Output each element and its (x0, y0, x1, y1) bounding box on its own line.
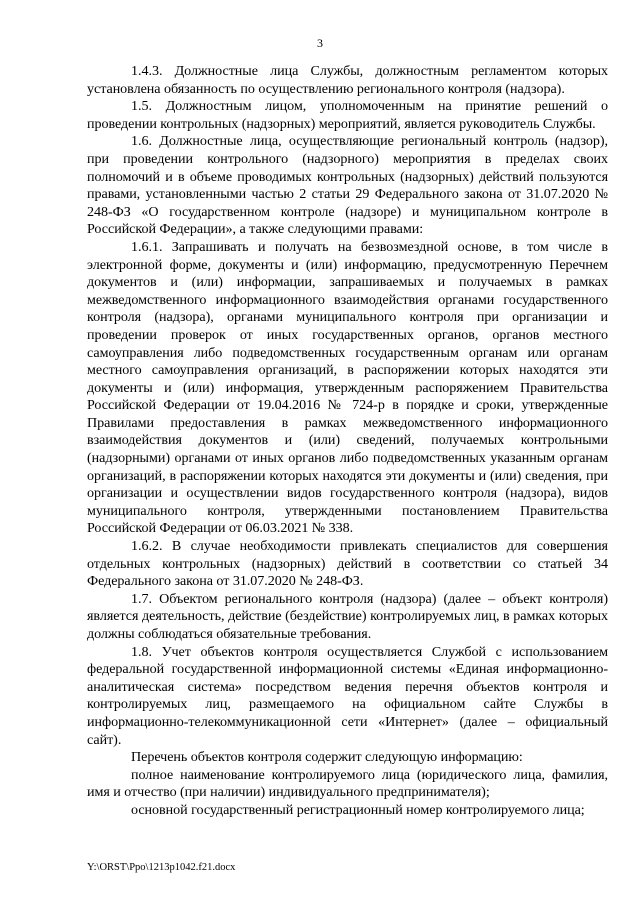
paragraph-full-name: полное наименование контролируемого лица (юридического лица, фамилия, имя и отчество (при наличии) индивидуального предпринимателя); (87, 766, 608, 801)
paragraph-object-list-intro: Перечень объектов контроля содержит следующую информацию: (131, 749, 523, 766)
document-body (87, 63, 608, 820)
paragraph-1-4-3: 1.4.3. Должностные лица Службы, должностным регламентом которых установлена обязанность по осуществлению регионального контроля (надзора). (87, 63, 608, 97)
page-number: 3 (317, 36, 323, 50)
paragraph-1-6-2: 1.6.2. В случае необходимости привлекать специалистов для совершения отдельных контрольных (надзорных) действий в соответствии со статьей 34 Федерального закона от 31.07.2020 № 248-ФЗ. (87, 538, 608, 590)
paragraph-1-7: 1.7. Объектом регионального контроля (надзора) (далее – объект контроля) является деятельность, действие (бездействие) контролируемых лиц, в рамках которых должны соблюдаться обязательные требования. (87, 590, 608, 642)
paragraph-1-6: 1.6. Должностные лица, осуществляющие региональный контроль (надзор), при проведении контрольного (надзорного) мероприятия в пределах своих полномочий и в объеме проводимых контрольных (надзорных) действий пользуются правами, установленными частью 2 статьи 29 Федерального закона от 31.07.2020 № 248-ФЗ «О государственном контроле (надзоре) и муниципальном контроле в Российской Федерации», а также следующими правами: (87, 133, 608, 238)
footer-file-path: Y:\ORST\Ppo\1213p1042.f21.docx (87, 862, 236, 873)
paragraph-1-5: 1.5. Должностным лицом, уполномоченным на принятие решений о проведении контрольных (надзорных) мероприятий, является руководитель Службы. (87, 98, 608, 132)
paragraph-registration-number: основной государственный регистрационный номер контролируемого лица; (131, 801, 585, 818)
paragraph-1-8: 1.8. Учет объектов контроля осуществляется Службой с использованием федеральной государственной информационной системы «Единая информационно-аналитическая система» посредством ведения перечня объектов контроля и контролируемых лиц, размещаемого на официальном сайте Службы в информационно-телекоммуникационной сети «Интернет» (далее – официальный сайт). (87, 643, 608, 748)
paragraph-1-6-1: 1.6.1. Запрашивать и получать на безвозмездной основе, в том числе в электронной форме, документы и (или) информацию, предусмотренную Перечнем документов и (или) информации, запрашиваемых и получаемых в рамках межведомственного информационного взаимодействия органами государственного контроля (надзора), органами муниципального контроля при организации и проведении проверок от иных государственных органов, органов местного самоуправления либо подведомственных государственным органам или органам местного самоуправления организаций, в распоряжении которых находятся эти документы и (или) информация, утвержденным распоряжением Правительства Российской Федерации от 19.04.2016 № 724-р в порядке и сроки, утвержденные Правилами предоставления в рамках межведомственного информационного взаимодействия документов и (или) сведений, получаемых контрольными (надзорными) органами от иных органов либо подведомственных указанным органам организаций, в распоряжении которых находятся эти документы и (или) сведения, при организации и осуществлении видов государственного контроля (надзора), видов муниципального контроля, утвержденными постановлением Правительства Российской Федерации от 06.03.2021 № 338. (87, 238, 608, 537)
